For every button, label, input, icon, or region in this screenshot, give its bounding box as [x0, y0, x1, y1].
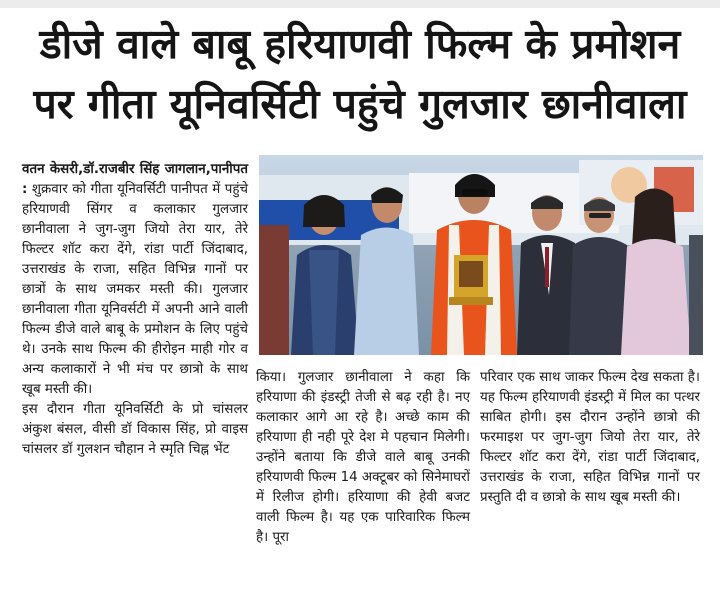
article-column-2 [256, 368, 470, 548]
group-photo-icon [259, 155, 703, 355]
article-column-1 [22, 160, 248, 460]
article-paragraph-1-text: शुक्रवार को गीता यूनिवर्सिटी पानीपत में पहुंचे हरियाणवी सिंगर व कलाकार गुलजार छानीवाला ने जुग-जुग जियो तेरा यार, तेरे फिल्टर शॉट करा देंगे, रांडा पार्टी जिंदाबाद, उत्तराखंड के राजा, सहित विभिन्न गानों पर छात्रों के साथ जमकर मस्ती की। गुलजार छानीवाला गीता यूनिवर्सटी में अपनी आने वाली फिल्म डीजे वाले बाबू के प्रमोशन के लिए पहुंचे थे। उनके साथ फिल्म की हीरोइन माही गोर व अन्य कलाकारों ने भी मंच पर छात्रो के साथ खूब मस्ती की। [22, 182, 248, 397]
article-paragraph-4: परिवार एक साथ जाकर फिल्म देख सकता है। यह फिल्म हरियाणवी इंडस्ट्री में मिल का पत्थर साबित होगी। इस दौरान उन्होंने छात्रो की फरमाइश पर जुग-जुग जियो तेरा यार, तेरे फिल्टर शॉट करा देंगे, रांडा पार्टी जिंदाबाद, उत्तराखंड के राजा, सहित विभिन्न गानों पर प्रस्तुति दी व छात्रो के साथ खूब मस्ती की। [480, 370, 700, 505]
headline-line-1: डीजे वाले बाबू हरियाणवी फिल्म के प्रमोशन [39, 20, 681, 68]
headline [0, 14, 720, 134]
news-photo [259, 155, 703, 355]
article-paragraph-3: किया। गुलजार छानीवाला ने कहा कि हरियाणा की इंडस्ट्री तेजी से बढ़ रही है। नए कलाकार आगे आ रहे है। अच्छे काम की हरियाणा ही नही पूरे देश मे पहचान मिलेगी। उन्होंने बताया कि डीजे वाले बाबू उनकी हरियाणवी फिल्म 14 अक्टूबर को सिनेमाघरों में रिलीज होगी। हरियाणा की हेवी बजट वाली फिल्म है। यह एक पारिवारिक फिल्म है। पूरा [256, 370, 470, 545]
article-byline: वतन केसरी,डॉ.राजबीर सिंह जागलान,पानीपत : [22, 162, 248, 197]
article-paragraph-2: इस दौरान गीता यूनिवर्सिटी के प्रो चांसलर अंकुश बंसल, वीसी डॉ विकास सिंह, प्रो वाइस चांसलर डॉ गुलशन चौहान ने स्मृति चिह्न भेंट [22, 402, 248, 457]
headline-line-2: पर गीता यूनिवर्सिटी पहुंचे गुलजार छानीवाला [33, 80, 687, 128]
article-column-3 [480, 368, 700, 508]
page-top-strip [0, 0, 720, 8]
article-paragraph-1 [22, 160, 248, 400]
